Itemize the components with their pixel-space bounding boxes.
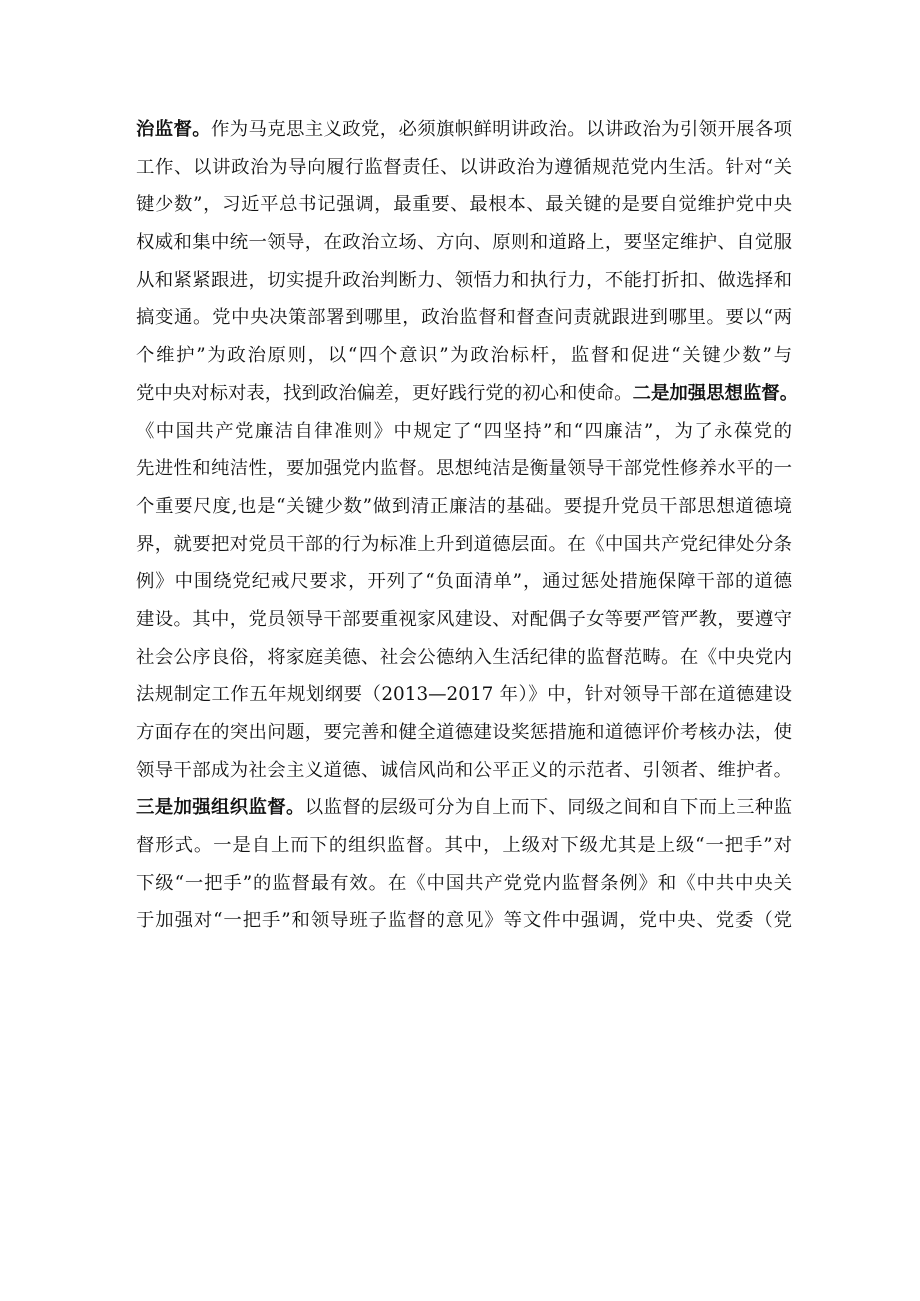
body-text: [136, 111, 799, 940]
text-span: 领导干部成为社会主义道德、诚信风尚和公平正义的示范者、引领者、维护者。: [136, 759, 792, 781]
text-span: 下级“一把手”的监督最有效。在《中国共产党党内监督条例》和《中共中央关: [136, 872, 792, 894]
text-line: [136, 224, 792, 262]
text-line: [136, 752, 792, 790]
text-line: [136, 902, 792, 940]
text-line: [136, 526, 792, 564]
text-span: 例》中围绕党纪戒尺要求，开列了“负面清单”，通过惩处措施保障干部的道德: [136, 571, 792, 593]
text-span: 法规制定工作五年规划纲要（2013—2017 年）》中，针对领导干部在道德建设: [136, 684, 792, 706]
text-span: 社会公序良俗，将家庭美德、社会公德纳入生活纪律的监督范畴。在《中央党内: [136, 646, 792, 668]
text-span: 于加强对“一把手”和领导班子监督的意见》等文件中强调，党中央、党委（党: [136, 910, 792, 932]
text-span: 作为马克思主义政党，必须旗帜鲜明讲政治。以讲政治为引领开展各项: [211, 119, 792, 140]
bold-heading-text: 三是加强组织监督。: [136, 797, 305, 819]
text-line: [136, 413, 792, 451]
text-span: 《中国共产党廉洁自律准则》中规定了“四坚持”和“四廉洁”，为了永葆党的: [136, 420, 792, 442]
text-line: [136, 337, 792, 375]
text-line: [136, 789, 792, 827]
text-span: 从和紧紧跟进，切实提升政治判断力、领悟力和执行力，不能打折扣、做选择和: [136, 269, 792, 291]
text-span: 个维护”为政治原则，以“四个意识”为政治标杆，监督和促进“关键少数”与: [136, 345, 792, 367]
text-line: [136, 488, 792, 526]
text-line: [136, 450, 792, 488]
text-span: 搞变通。党中央决策部署到哪里，政治监督和督查问责就跟进到哪里。要以“两: [136, 307, 792, 329]
text-span: 以监督的层级可分为自上而下、同级之间和自下而上三种监: [304, 797, 792, 819]
text-line: [136, 639, 792, 677]
text-line: [136, 714, 792, 752]
text-span: 键少数”，习近平总书记强调，最重要、最根本、最关键的是要自觉维护党中央: [136, 194, 792, 216]
text-span: 权威和集中统一领导，在政治立场、方向、原则和道路上，要坚定维护、自觉服: [136, 232, 792, 254]
text-line: [136, 149, 792, 187]
text-line: [136, 299, 792, 337]
text-line: [136, 262, 792, 300]
bold-heading-text: 治监督。: [136, 119, 212, 140]
text-line: [136, 563, 792, 601]
text-line: [136, 827, 792, 865]
bold-heading-text: 二是加强思想监督。: [632, 382, 799, 404]
text-span: 党中央对标对表，找到政治偏差，更好践行党的初心和使命。: [136, 382, 633, 404]
text-span: 先进性和纯洁性，要加强党内监督。思想纯洁是衡量领导干部党性修养水平的一: [136, 458, 792, 480]
text-line: [136, 676, 792, 714]
text-line: [136, 375, 799, 413]
text-span: 个重要尺度,也是“关键少数”做到清正廉洁的基础。要提升党员干部思想道德境: [136, 495, 792, 517]
text-line: [136, 111, 792, 149]
text-line: [136, 865, 792, 903]
text-span: 界，就要把对党员干部的行为标准上升到道德层面。在《中国共产党纪律处分条: [136, 533, 792, 555]
text-span: 工作、以讲政治为导向履行监督责任、以讲政治为遵循规范党内生活。针对“关: [136, 156, 792, 178]
text-line: [136, 186, 792, 224]
text-span: 方面存在的突出问题，要完善和健全道德建设奖惩措施和道德评价考核办法，使: [136, 722, 792, 743]
text-span: 建设。其中，党员领导干部要重视家风建设、对配偶子女等要严管严教，要遵守: [136, 608, 792, 630]
text-span: 督形式。一是自上而下的组织监督。其中，上级对下级尤其是上级“一把手”对: [136, 835, 792, 857]
text-line: [136, 601, 792, 639]
